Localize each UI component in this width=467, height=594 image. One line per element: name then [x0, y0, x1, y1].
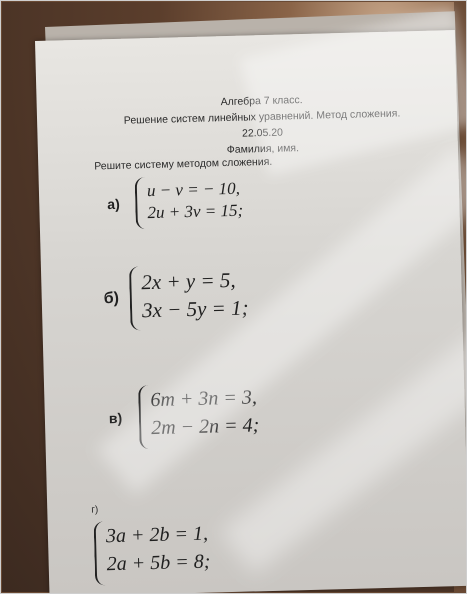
system-a [107, 176, 348, 226]
header-date: 22.05.20 [241, 126, 284, 140]
instruction-text: Решите систему методом сложения. [94, 155, 273, 173]
equation-2: 2a + 5b = 8; [106, 550, 211, 576]
system-label: а) [107, 195, 120, 213]
system-label: в) [108, 409, 123, 427]
worksheet-header [77, 88, 449, 162]
system-c [108, 383, 369, 446]
system-d [94, 519, 355, 582]
equation-1: 3a + 2b = 1, [105, 522, 209, 548]
system-label: б) [103, 289, 120, 308]
equation-1: u − v = − 10, [146, 178, 241, 201]
equation-1: 2x + y = 5, [141, 267, 236, 295]
header-topic: Решение систем линейных уравнений. Метод сложения. [123, 107, 401, 127]
system-b [103, 264, 364, 327]
system-d-label: г) [91, 504, 99, 516]
header-name-field: Фамилия, имя. [226, 142, 300, 157]
equation-2: 2u + 3v = 15; [147, 200, 244, 223]
header-title: Алгебра 7 класс. [220, 94, 303, 109]
equation-1: 6m + 3n = 3, [150, 386, 258, 412]
equation-2: 3x − 5y = 1; [141, 295, 249, 323]
equation-2: 2m − 2n = 4; [150, 414, 260, 440]
worksheet-paper [35, 30, 467, 594]
